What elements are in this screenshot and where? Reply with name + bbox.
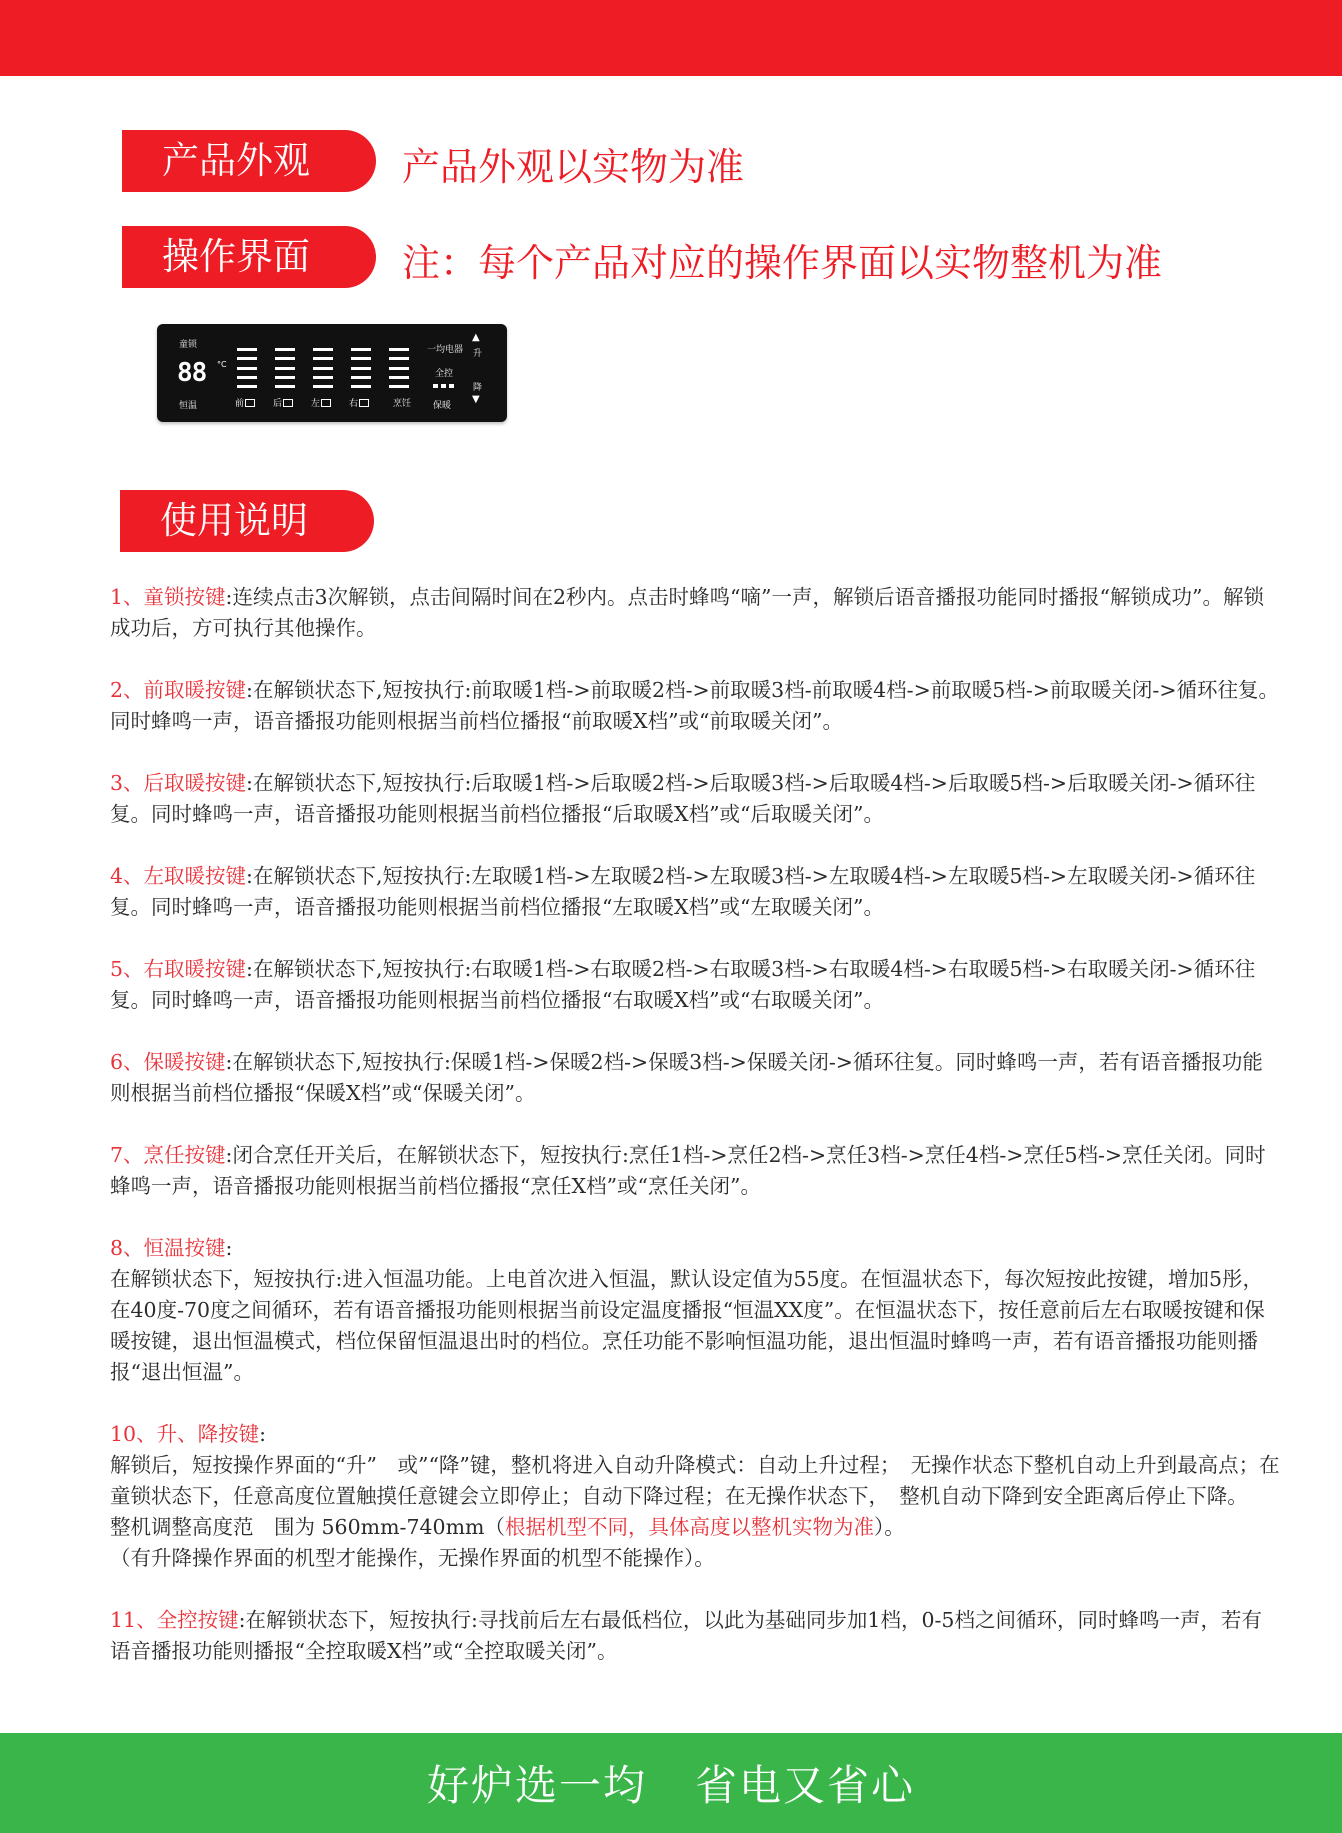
full-control-label: 全控 [435, 369, 454, 379]
temperature-unit: °C [217, 360, 227, 369]
appearance-tag: 产品外观 [122, 130, 376, 192]
front-level-bars [237, 348, 257, 388]
footer-slogan: 好炉选一均 省电又省心 [426, 1761, 916, 1810]
list-item: 10、升、降按键: 解锁后，短按操作界面的“升” 或”“降”键，整机将进入自动升降模式：自动上升过程； 无操作状态下整机自动上升到最高点；在童锁状态下，任意高度位置触摸任意键会立即停止；自动下降过程；在无操作状态下， 整机自动下降到安全距离后停止下降。 整机调整高度范 围为 560mm-740mm（根据机型不同，具体高度以整机实物为准）。 （有升降操作界面的机型才能操作，无操作界面的机型不能操作）。 [110, 1422, 1280, 1570]
back-level-bars [275, 348, 295, 388]
list-item: 7、烹任按键:闭合烹任开关后，在解锁状态下，短按执行:烹任1档->烹任2档->烹任3档->烹任4档->烹任5档->烹任关闭。同时蜂鸣一声，语音播报功能则根据当前档位播报“烹任X档”或“烹任关闭”。 [110, 1143, 1266, 1198]
usage-instructions [110, 582, 1280, 1698]
temperature-display: 88 [177, 358, 207, 388]
top-banner [0, 0, 1342, 76]
list-item: 3、后取暖按键:在解锁状态下,短按执行:后取暖1档->后取暖2档->后取暖3档->后取暖4档->后取暖5档->后取暖关闭->循环往复。同时蜂鸣一声，语音播报功能则根据当前档位播报“后取暖X档”或“后取暖关闭”。 [110, 771, 1256, 826]
child-lock-label: 童锁 [179, 340, 198, 350]
back-key: 后 [273, 396, 293, 409]
list-item: 8、恒温按键: 在解锁状态下，短按执行:进入恒温功能。上电首次进入恒温，默认设定值为55度。在恒温状态下，每次短按此按键，增加5彤，在40度-70度之间循环，若有语音播报功能则根据当前设定温度播报“恒温XX度”。在恒温状态下，按任意前后左右取暖按键和保暖按键，退出恒温模式，档位保留恒温退出时的档位。烹任功能不影响恒温功能，退出恒温时蜂鸣一声，若有语音播报功能则播报“退出恒温”。 [110, 1236, 1265, 1384]
constant-temp-label: 恒温 [179, 401, 198, 411]
left-level-bars [313, 348, 333, 388]
list-item: 11、全控按键:在解锁状态下，短按执行:寻找前后左右最低档位，以此为基础同步加1档，0-5档之间循环，同时蜂鸣一声，若有语音播报功能则播报“全控取暖X档”或“全控取暖关闭”。 [110, 1608, 1262, 1663]
up-label: 升 [473, 349, 483, 359]
control-panel-image [157, 324, 507, 422]
full-control-dots [433, 384, 454, 388]
footer-banner [0, 1733, 1342, 1833]
cook-key: 烹饪 [393, 399, 412, 409]
down-arrow-icon: ▼ [472, 394, 480, 405]
interface-tag: 操作界面 [122, 226, 376, 288]
front-key: 前 [235, 396, 255, 409]
appearance-note: 产品外观以实物为准 [402, 145, 745, 189]
list-item: 1、童锁按键:连续点击3次解锁，点击间隔时间在2秒内。点击时蜂鸣“嘀”一声，解锁后语音播报功能同时播报“解锁成功”。解锁成功后，方可执行其他操作。 [110, 585, 1264, 640]
interface-note: 注：每个产品对应的操作界面以实物整机为准 [402, 241, 1163, 285]
list-item: 4、左取暖按键:在解锁状态下,短按执行:左取暖1档->左取暖2档->左取暖3档->左取暖4档->左取暖5档->左取暖关闭->循环往复。同时蜂鸣一声，语音播报功能则根据当前档位播报“左取暖X档”或“左取暖关闭”。 [110, 864, 1256, 919]
right-level-bars [351, 348, 371, 388]
down-label: 降 [473, 383, 483, 393]
list-item: 6、保暖按键:在解锁状态下,短按执行:保暖1档->保暖2档->保暖3档->保暖关闭->循环往复。同时蜂鸣一声，若有语音播报功能则根据当前档位播报“保暖X档”或“保暖关闭”。 [110, 1050, 1263, 1105]
keep-warm-label: 保暖 [433, 401, 452, 411]
cook-level-bars [389, 348, 409, 388]
list-item: 5、右取暖按键:在解锁状态下,短按执行:右取暖1档->右取暖2档->右取暖3档->右取暖4档->右取暖5档->右取暖关闭->循环往复。同时蜂鸣一声，语音播报功能则根据当前档位播报“右取暖X档”或“右取暖关闭”。 [110, 957, 1256, 1012]
brand-label: 一均电器 [427, 345, 464, 355]
right-key: 右 [349, 396, 369, 409]
usage-tag: 使用说明 [120, 490, 374, 552]
left-key: 左 [311, 396, 331, 409]
list-item: 2、前取暖按键:在解锁状态下,短按执行:前取暖1档->前取暖2档->前取暖3档-前取暖4档->前取暖5档->前取暖关闭->循环往复。同时蜂鸣一声，语音播报功能则根据当前档位播报“前取暖X档”或“前取暖关闭”。 [110, 678, 1280, 733]
up-arrow-icon: ▲ [472, 332, 480, 343]
